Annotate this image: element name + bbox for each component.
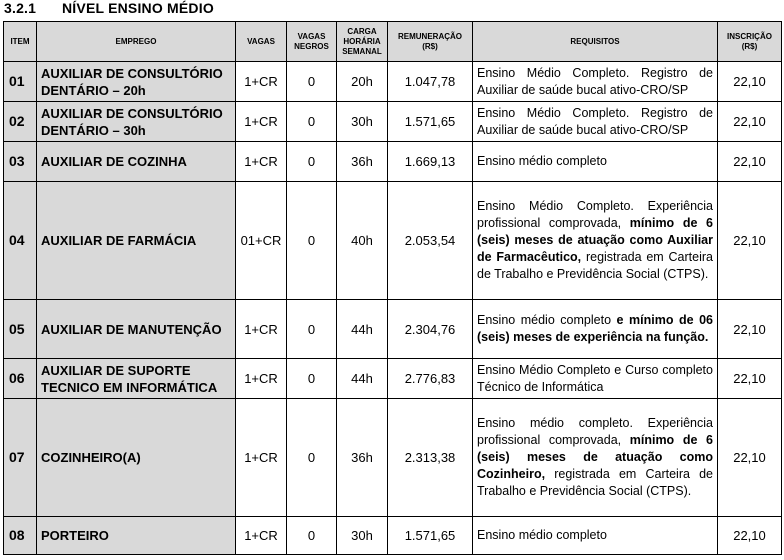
- table-row: [4, 300, 782, 359]
- header-emprego: EMPREGO: [37, 22, 236, 62]
- requisito-segment: registrada em Carteira de Trabalho e Previdência Social (CTPS).: [477, 467, 713, 498]
- inscricao-value: 22,10: [718, 300, 782, 359]
- vagas-value: 1+CR: [236, 399, 287, 517]
- requisito-segment: Ensino médio completo: [477, 313, 617, 327]
- inscricao-value: 22,10: [718, 399, 782, 517]
- vagas-value: 1+CR: [236, 300, 287, 359]
- job-title: AUXILIAR DE MANUTENÇÃO: [37, 300, 236, 359]
- remuneracao-value: 1.571,65: [388, 517, 473, 555]
- carga-value: 44h: [337, 359, 388, 399]
- remuneracao-value: 2.304,76: [388, 300, 473, 359]
- carga-value: 30h: [337, 517, 388, 555]
- requisitos-text: [473, 142, 718, 182]
- remuneracao-value: 2.776,83: [388, 359, 473, 399]
- remuneracao-value: 1.047,78: [388, 62, 473, 102]
- carga-value: 36h: [337, 399, 388, 517]
- item-number: 08: [4, 517, 37, 555]
- item-number: 01: [4, 62, 37, 102]
- table-row: [4, 62, 782, 102]
- remuneracao-value: 2.313,38: [388, 399, 473, 517]
- requisito-segment: Ensino médio completo: [477, 154, 607, 168]
- table-row: [4, 399, 782, 517]
- inscricao-value: 22,10: [718, 359, 782, 399]
- job-title: AUXILIAR DE CONSULTÓRIO DENTÁRIO – 20h: [37, 62, 236, 102]
- header-item: ITEM: [4, 22, 37, 62]
- section-heading: [4, 0, 214, 16]
- carga-value: 44h: [337, 300, 388, 359]
- table-row: [4, 359, 782, 399]
- header-vagas-negros: VAGAS NEGROS: [287, 22, 337, 62]
- job-title: COZINHEIRO(A): [37, 399, 236, 517]
- header-vagas: VAGAS: [236, 22, 287, 62]
- table-row: [4, 182, 782, 300]
- carga-value: 20h: [337, 62, 388, 102]
- vagas-negros-value: 0: [287, 142, 337, 182]
- inscricao-value: 22,10: [718, 517, 782, 555]
- jobs-table: [3, 21, 782, 555]
- remuneracao-value: 1.669,13: [388, 142, 473, 182]
- requisitos-text: [473, 399, 718, 517]
- header-inscricao: INSCRIÇÃO (R$): [718, 22, 782, 62]
- vagas-value: 1+CR: [236, 102, 287, 142]
- header-requisitos: REQUISITOS: [473, 22, 718, 62]
- header-remuneracao: REMUNERAÇÃO (R$): [388, 22, 473, 62]
- item-number: 07: [4, 399, 37, 517]
- requisito-bold-segment: mínimo de 6 (seis) meses de atuação como Cozinheiro,: [477, 433, 713, 481]
- job-title: AUXILIAR DE SUPORTE TECNICO EM INFORMÁTICA: [37, 359, 236, 399]
- inscricao-value: 22,10: [718, 142, 782, 182]
- vagas-negros-value: 0: [287, 102, 337, 142]
- item-number: 04: [4, 182, 37, 300]
- vagas-negros-value: 0: [287, 182, 337, 300]
- job-title: AUXILIAR DE CONSULTÓRIO DENTÁRIO – 30h: [37, 102, 236, 142]
- vagas-negros-value: 0: [287, 517, 337, 555]
- item-number: 06: [4, 359, 37, 399]
- vagas-negros-value: 0: [287, 359, 337, 399]
- carga-value: 36h: [337, 142, 388, 182]
- vagas-negros-value: 0: [287, 300, 337, 359]
- item-number: 05: [4, 300, 37, 359]
- table-header-row: [4, 22, 782, 62]
- requisito-segment: Ensino Médio Completo. Registro de Auxiliar de saúde bucal ativo-CRO/SP: [477, 105, 713, 137]
- item-number: 02: [4, 102, 37, 142]
- item-number: 03: [4, 142, 37, 182]
- remuneracao-value: 2.053,54: [388, 182, 473, 300]
- vagas-value: 1+CR: [236, 142, 287, 182]
- inscricao-value: 22,10: [718, 102, 782, 142]
- vagas-value: 1+CR: [236, 359, 287, 399]
- requisitos-text: [473, 102, 718, 142]
- vagas-negros-value: 0: [287, 399, 337, 517]
- requisito-segment: Ensino médio completo. Experiência profissional comprovada,: [477, 416, 713, 447]
- requisitos-text: [473, 62, 718, 102]
- requisito-segment: Ensino Médio Completo e Curso completo Técnico de Informática: [477, 362, 713, 394]
- remuneracao-value: 1.571,65: [388, 102, 473, 142]
- requisitos-text: [473, 182, 718, 300]
- inscricao-value: 22,10: [718, 182, 782, 300]
- section-number: 3.2.1: [4, 0, 37, 16]
- job-title: AUXILIAR DE FARMÁCIA: [37, 182, 236, 300]
- job-title: AUXILIAR DE COZINHA: [37, 142, 236, 182]
- carga-value: 30h: [337, 102, 388, 142]
- requisito-segment: Ensino Médio Completo. Registro de Auxiliar de saúde bucal ativo-CRO/SP: [477, 65, 713, 97]
- header-carga-horaria: CARGA HORÁRIA SEMANAL: [337, 22, 388, 62]
- inscricao-value: 22,10: [718, 62, 782, 102]
- vagas-value: 1+CR: [236, 62, 287, 102]
- requisitos-text: [473, 517, 718, 555]
- requisito-segment: Ensino Médio Completo. Experiência profissional comprovada,: [477, 199, 713, 230]
- vagas-value: 1+CR: [236, 517, 287, 555]
- requisito-bold-segment: mínimo de 6 (seis) meses de atuação como Auxiliar de Farmacêutico,: [477, 216, 713, 264]
- carga-value: 40h: [337, 182, 388, 300]
- job-title: PORTEIRO: [37, 517, 236, 555]
- requisitos-text: [473, 359, 718, 399]
- table-row: [4, 142, 782, 182]
- requisito-segment: registrada em Carteira de Trabalho e Previdência Social (CTPS).: [477, 250, 713, 281]
- vagas-negros-value: 0: [287, 62, 337, 102]
- table-row: [4, 102, 782, 142]
- requisitos-text: [473, 300, 718, 359]
- table-row: [4, 517, 782, 555]
- vagas-value: 01+CR: [236, 182, 287, 300]
- requisito-segment: Ensino médio completo: [477, 528, 607, 542]
- requisito-bold-segment: e mínimo de 06 (seis) meses de experiência na função.: [477, 313, 713, 344]
- section-title: NÍVEL ENSINO MÉDIO: [62, 0, 214, 16]
